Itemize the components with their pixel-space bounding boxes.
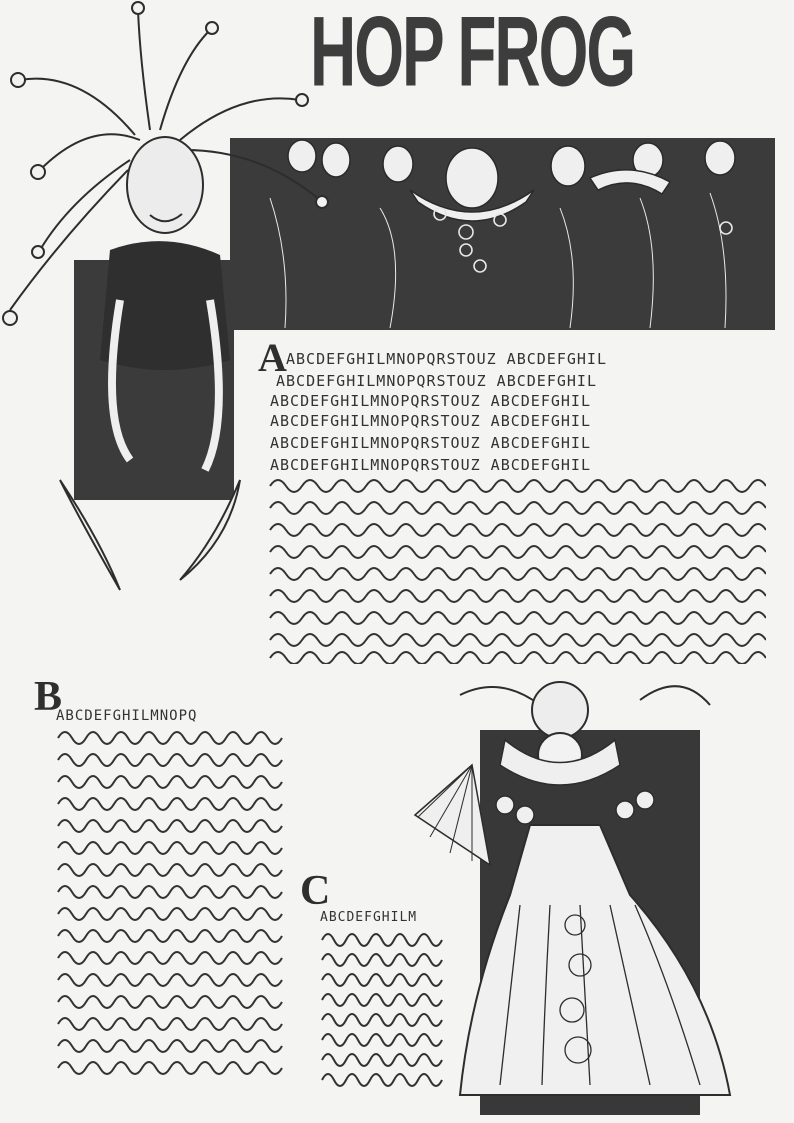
- section-a-label: A: [258, 335, 287, 380]
- section-a-line: ABCDEFGHILMNOPQRSTOUZ ABCDEFGHIL: [276, 372, 597, 390]
- section-a-line: ABCDEFGHILMNOPQRSTOUZ ABCDEFGHIL: [270, 434, 591, 452]
- section-a-line: ABCDEFGHILMNOPQRSTOUZ ABCDEFGHIL: [270, 392, 591, 410]
- section-a-line: ABCDEFGHILMNOPQRSTOUZ ABCDEFGHIL: [270, 412, 591, 430]
- section-a-line: ABCDEFGHILMNOPQRSTOUZ ABCDEFGHIL: [270, 456, 591, 474]
- section-b-label: B: [34, 674, 63, 720]
- section-b-scribble-block: [56, 728, 292, 1078]
- section-a-scribble-block: [268, 474, 766, 664]
- section-c-label: C: [300, 868, 331, 914]
- section-a-line: ABCDEFGHILMNOPQRSTOUZ ABCDEFGHIL: [286, 350, 607, 368]
- page-title: HOP FROG: [310, 0, 635, 108]
- section-b-line: ABCDEFGHILMNOPQ: [56, 708, 198, 724]
- section-c-line: ABCDEFGHILM: [320, 910, 418, 925]
- lady-illustration: [410, 665, 770, 1115]
